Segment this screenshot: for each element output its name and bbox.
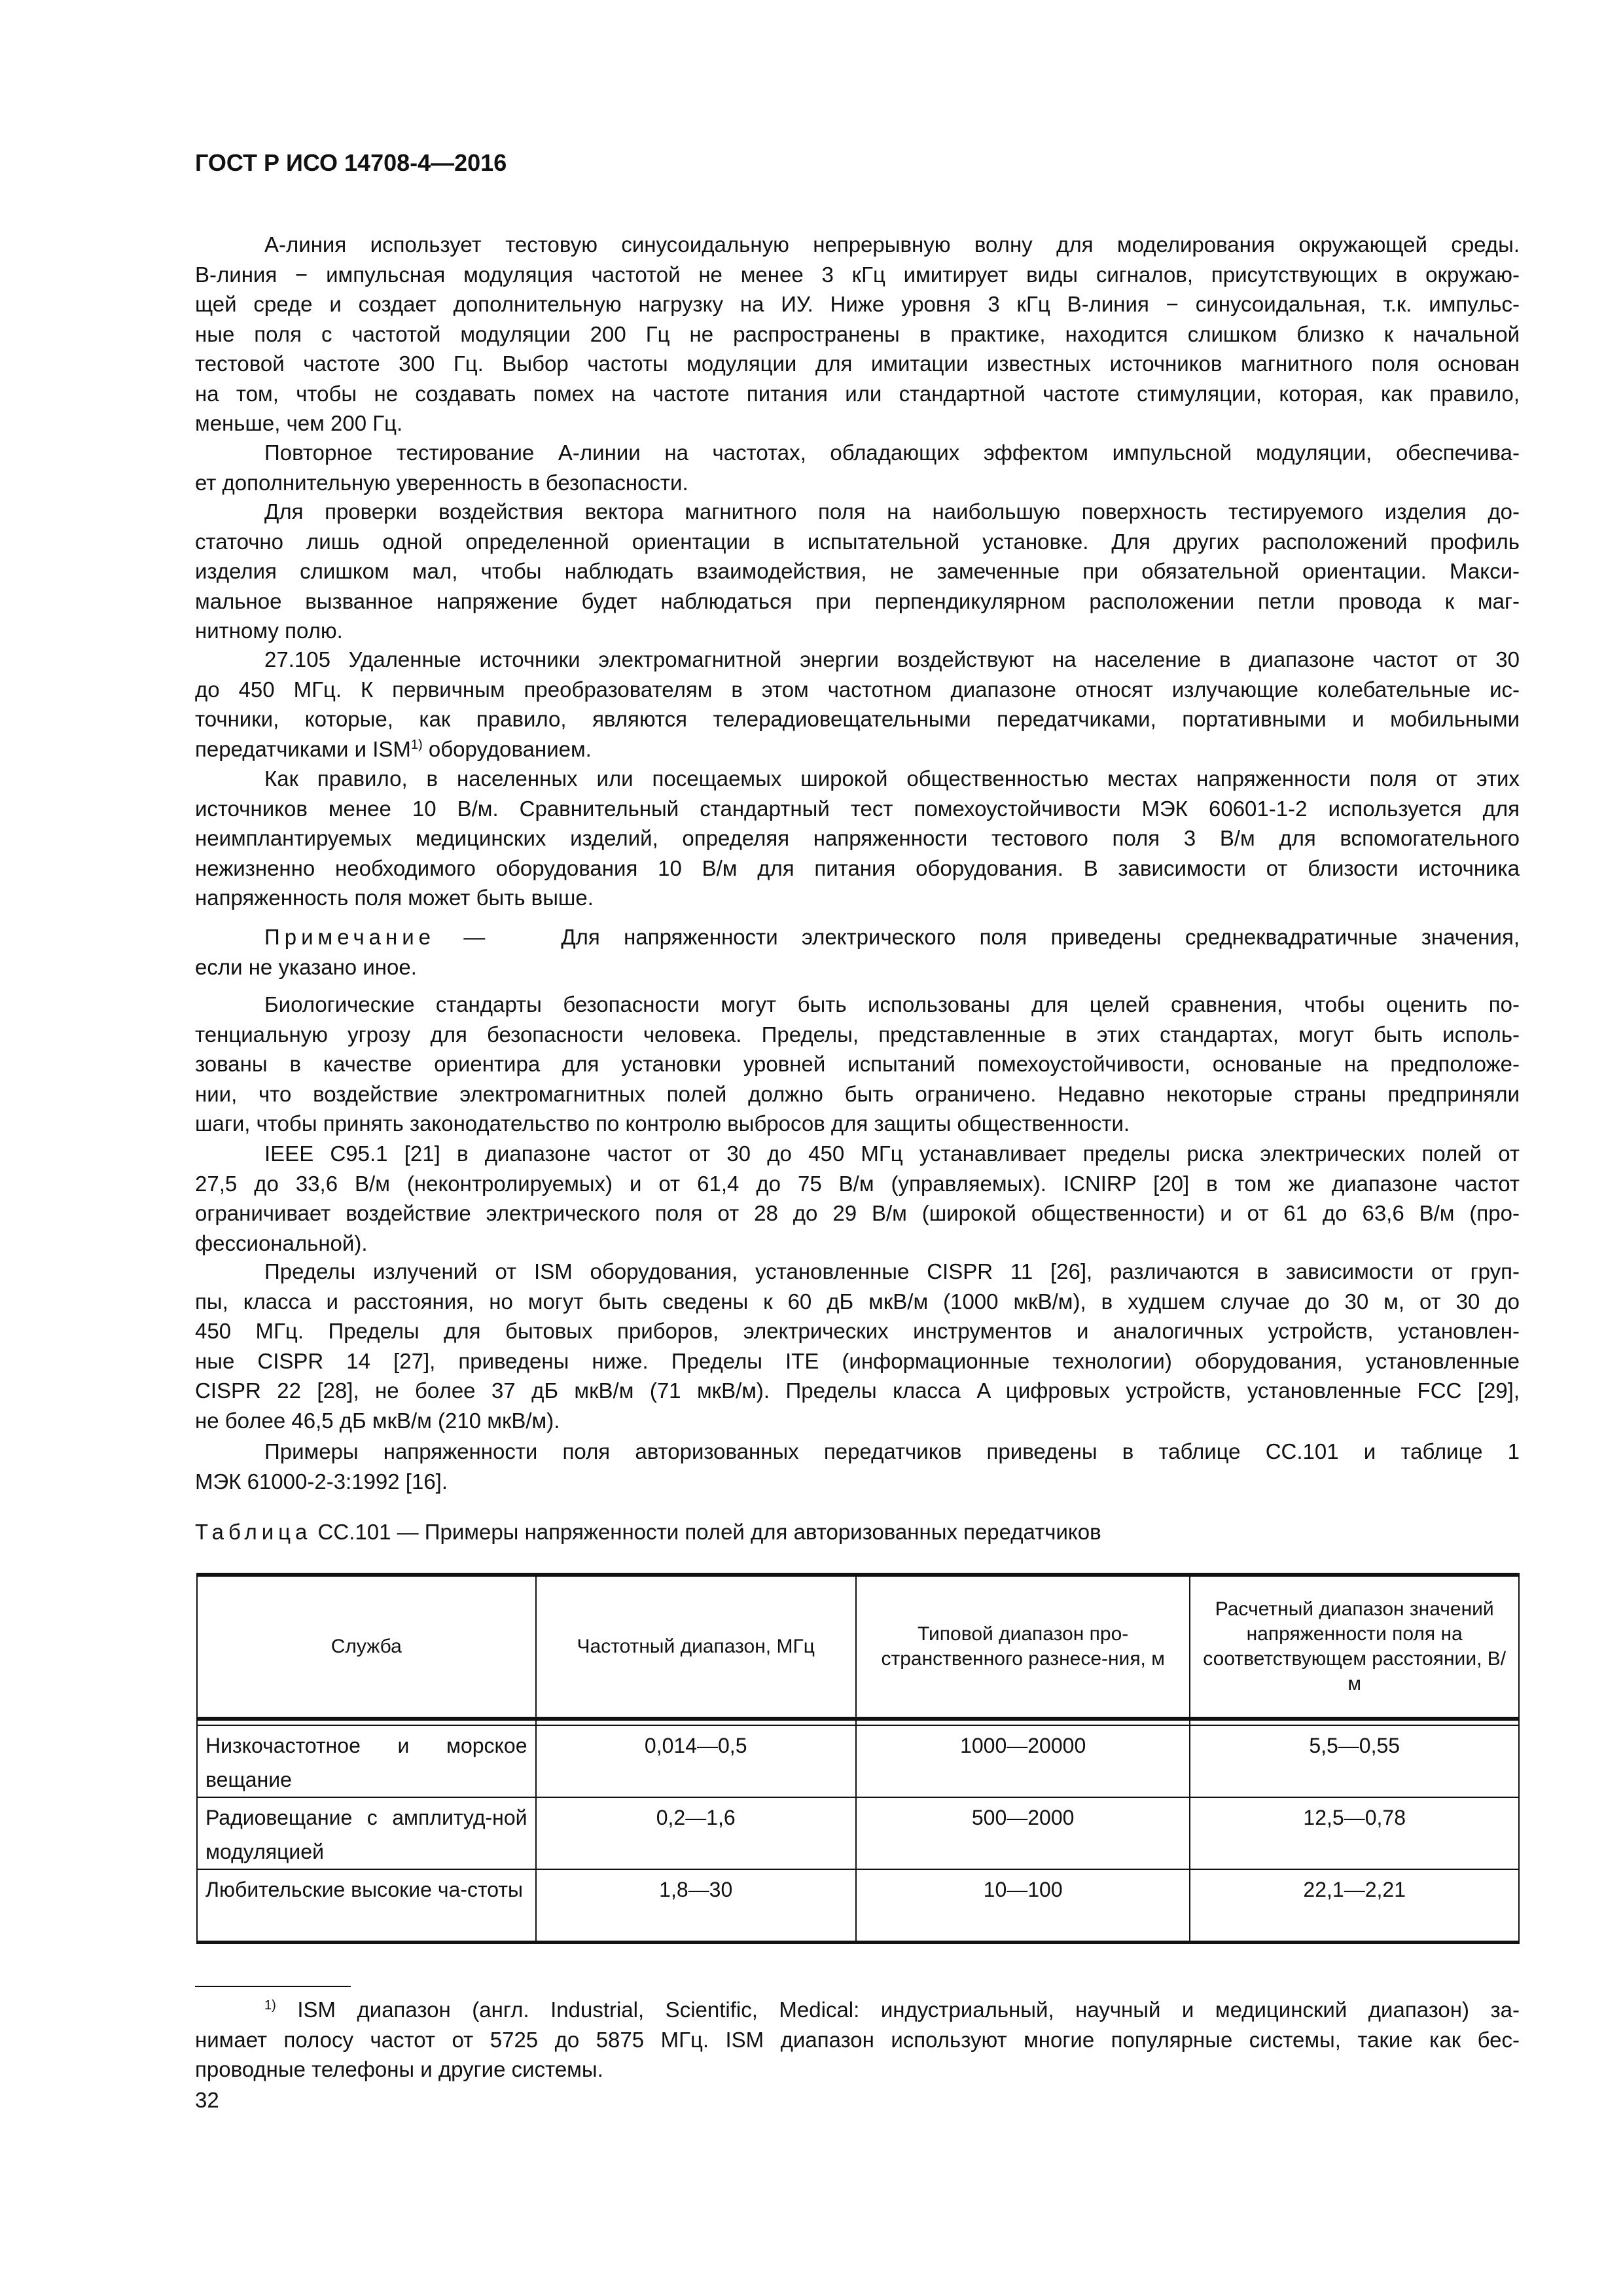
text-line: нии, что воздействие электромагнитных полей должно быть ограничено. Недавно некоторые страны предприняли (195, 1081, 1520, 1106)
text-line: тенциальную угрозу для безопасности человека. Пределы, представленные в этих стандартах, могут быть исполь- (195, 1022, 1520, 1047)
column-header: Служба (197, 1575, 536, 1719)
text-line: фессиональной). (195, 1230, 368, 1255)
value-cell: 1000—20000 (856, 1725, 1190, 1797)
text-line: ные поля с частотой модуляции 200 Гц не распространены в практике, находится слишком близко к начальной (195, 321, 1520, 346)
table-row (197, 1869, 1519, 1943)
text-line: 450 МГц. Пределы для бытовых приборов, электрических инструментов и аналогичных устройств, установлен- (195, 1319, 1520, 1343)
page-number: 32 (195, 2088, 219, 2112)
note-text: Для напряженности электрического поля приведены среднеквадратичные значения, (561, 925, 1520, 949)
value-cell: 0,014—0,5 (536, 1725, 856, 1797)
footnote-reference: 1) (410, 737, 423, 752)
value-cell: 0,2—1,6 (536, 1797, 856, 1869)
value-cell: 22,1—2,21 (1190, 1869, 1519, 1943)
table-row (197, 1725, 1519, 1797)
column-header: Расчетный диапазон значений напряженности поля на соответствующем расстоянии, В/м (1190, 1575, 1519, 1719)
paragraph (195, 230, 1520, 439)
footnote-mark: 1) (264, 1998, 276, 2013)
text-line: Пределы излучений от ISM оборудования, установленные CISPR 11 [26], различаются в зависимости от груп- (264, 1259, 1520, 1283)
text-line: B-линия − импульсная модуляция частотой не менее 3 кГц имитирует виды сигналов, присутствующих в окружаю- (195, 262, 1520, 287)
text-line: на том, чтобы не создавать помех на частоте питания или стандартной частоте стимуляции, которая, как правило, (195, 381, 1520, 406)
text-segment: передатчиками и ISM (195, 736, 411, 761)
text-line: мальное вызванное напряжение будет наблюдаться при перпендикулярном расположении петли провода к маг- (195, 588, 1520, 613)
column-header: Частотный диапазон, МГц (536, 1575, 856, 1719)
text-line: изделия слишком мал, чтобы наблюдать взаимодействия, не замеченные при обязательной ориентации. Макси- (195, 559, 1520, 583)
text-line: напряженность поля может быть выше. (195, 886, 594, 910)
text-line: 27.105 Удаленные источники электромагнитной энергии воздействуют на население в диапазоне частот от 30 (264, 647, 1520, 672)
text-line: неимплантируемых медицинских изделий, определяя напряженности тестового поля 3 В/м для вспомогательного (195, 826, 1520, 850)
table-row (197, 1797, 1519, 1869)
value-cell: 10—100 (856, 1869, 1190, 1943)
text-line: точники, которые, как правило, являются телерадиовещательными передатчиками, портативными и мобильными (195, 707, 1520, 731)
value-cell: 1,8—30 (536, 1869, 856, 1943)
text-line: щей среде и создает дополнительную нагрузку на ИУ. Ниже уровня 3 кГц B-линия − синусоидальная, т.к. импульс- (195, 292, 1520, 316)
text-line: Примеры напряженности поля авторизованных передатчиков приведены в таблице СС.101 и таблице 1 (264, 1439, 1520, 1463)
text-line: A-линия использует тестовую синусоидальную непрерывную волну для моделирования окружающей среды. (264, 232, 1520, 257)
text-line (195, 734, 1520, 764)
text-line: 27,5 до 33,6 В/м (неконтролируемых) и от 61,4 до 75 В/м (управляемых). ICNIRP [20] в том же диапазоне частот (195, 1171, 1520, 1196)
footnote-text: ISM диапазон (англ. Industrial, Scientific, Medical: индустриальный, научный и медицинский диапазон) за- (276, 1998, 1520, 2022)
text-line: Повторное тестирование A-линии на частотах, обладающих эффектом импульсной модуляции, обеспечива- (264, 440, 1520, 465)
column-header: Типовой диапазон про-странственного разнесе-ния, м (856, 1575, 1190, 1719)
table-caption-text: СС.101 — Примеры напряженности полей для авторизованных передатчиков (312, 1520, 1101, 1544)
text-line: Для проверки воздействия вектора магнитного поля на наибольшую поверхность тестируемого изделия до- (264, 499, 1520, 524)
text-line: Биологические стандарты безопасности могут быть использованы для целей сравнения, чтобы оценить по- (264, 992, 1520, 1016)
service-cell: Низкочастотное и морское вещание (197, 1725, 536, 1797)
text-line: шаги, чтобы принять законодательство по контролю выбросов для защиты общественности. (195, 1111, 1130, 1136)
paragraph (195, 1257, 1520, 1435)
note (195, 922, 1520, 982)
text-line: зованы в качестве ориентира для установки уровней испытаний помехоустойчивости, основаные на предположе- (195, 1052, 1520, 1076)
header-separator (197, 1719, 1519, 1725)
text-line: нежизненно необходимого оборудования 10 В/м для питания оборудования. В зависимости от близости источника (195, 855, 1520, 880)
text-line: тестовой частоте 300 Гц. Выбор частоты модуляции для имитации известных источников магнитного поля основан (195, 351, 1520, 376)
footnote-text: нимает полосу частот от 5725 до 5875 МГц. ISM диапазон используют многие популярные системы, такие как бес- (195, 2027, 1520, 2052)
text-line: CISPR 22 [28], не более 37 дБ мкВ/м (71 мкВ/м). Пределы класса A цифровых устройств, установленные FCC [29], (195, 1378, 1520, 1403)
paragraph (195, 764, 1520, 913)
paragraph (195, 1437, 1520, 1496)
text-line: пы, класса и расстояния, но могут быть сведены к 60 дБ мкВ/м (1000 мкВ/м), в худшем случае до 30 м, от 30 до (195, 1289, 1520, 1314)
paragraph (195, 1139, 1520, 1258)
text-line: статочно лишь одной определенной ориентации в испытательной установке. Для других расположений профиль (195, 529, 1520, 554)
table-caption (195, 1517, 1520, 1547)
value-cell: 12,5—0,78 (1190, 1797, 1519, 1869)
transmitter-field-table (196, 1573, 1520, 1944)
service-cell: Радиовещание с амплитуд-ной модуляцией (197, 1797, 536, 1869)
text-line: ограничивает воздействие электрического поля от 28 до 29 В/м (широкой общественности) и от 61 до 63,6 В/м (про- (195, 1201, 1520, 1225)
note-label: Примечание — (264, 925, 490, 949)
text-line: до 450 МГц. К первичным преобразователям в этом частотном диапазоне относят излучающие колебательные ис- (195, 677, 1520, 702)
note-text: если не указано иное. (195, 954, 417, 979)
table-caption-label: Таблица (195, 1520, 312, 1544)
footnote (195, 1995, 1520, 2085)
paragraph-27-105 (195, 645, 1520, 764)
value-cell: 500—2000 (856, 1797, 1190, 1869)
footnote-text: проводные телефоны и другие системы. (195, 2057, 603, 2081)
text-line: меньше, чем 200 Гц. (195, 411, 403, 435)
paragraph (195, 497, 1520, 646)
document-header: ГОСТ Р ИСО 14708-4—2016 (195, 149, 507, 176)
value-cell: 5,5—0,55 (1190, 1725, 1519, 1797)
text-line: МЭК 61000-2-3:1992 [16]. (195, 1469, 448, 1494)
paragraph (195, 990, 1520, 1139)
text-line: ные CISPR 14 [27], приведены ниже. Пределы ITE (информационные технологии) оборудования, установленные (195, 1348, 1520, 1373)
text-segment: оборудованием. (422, 736, 592, 761)
footnote-divider (195, 1986, 351, 1987)
text-line: не более 46,5 дБ мкВ/м (210 мкВ/м). (195, 1408, 560, 1433)
text-line: IEEE C95.1 [21] в диапазоне частот от 30 до 450 МГц устанавливает пределы риска электрических полей от (264, 1141, 1520, 1166)
text-line: источников менее 10 В/м. Сравнительный стандартный тест помехоустойчивости МЭК 60601-1-2 используется для (195, 796, 1520, 821)
service-cell: Любительские высокие ча-стоты (197, 1869, 536, 1943)
text-line: ет дополнительную уверенность в безопасности. (195, 470, 688, 495)
text-line: нитному полю. (195, 619, 343, 643)
text-line: Как правило, в населенных или посещаемых широкой общественностью местах напряженности поля от этих (264, 766, 1520, 791)
paragraph (195, 438, 1520, 497)
